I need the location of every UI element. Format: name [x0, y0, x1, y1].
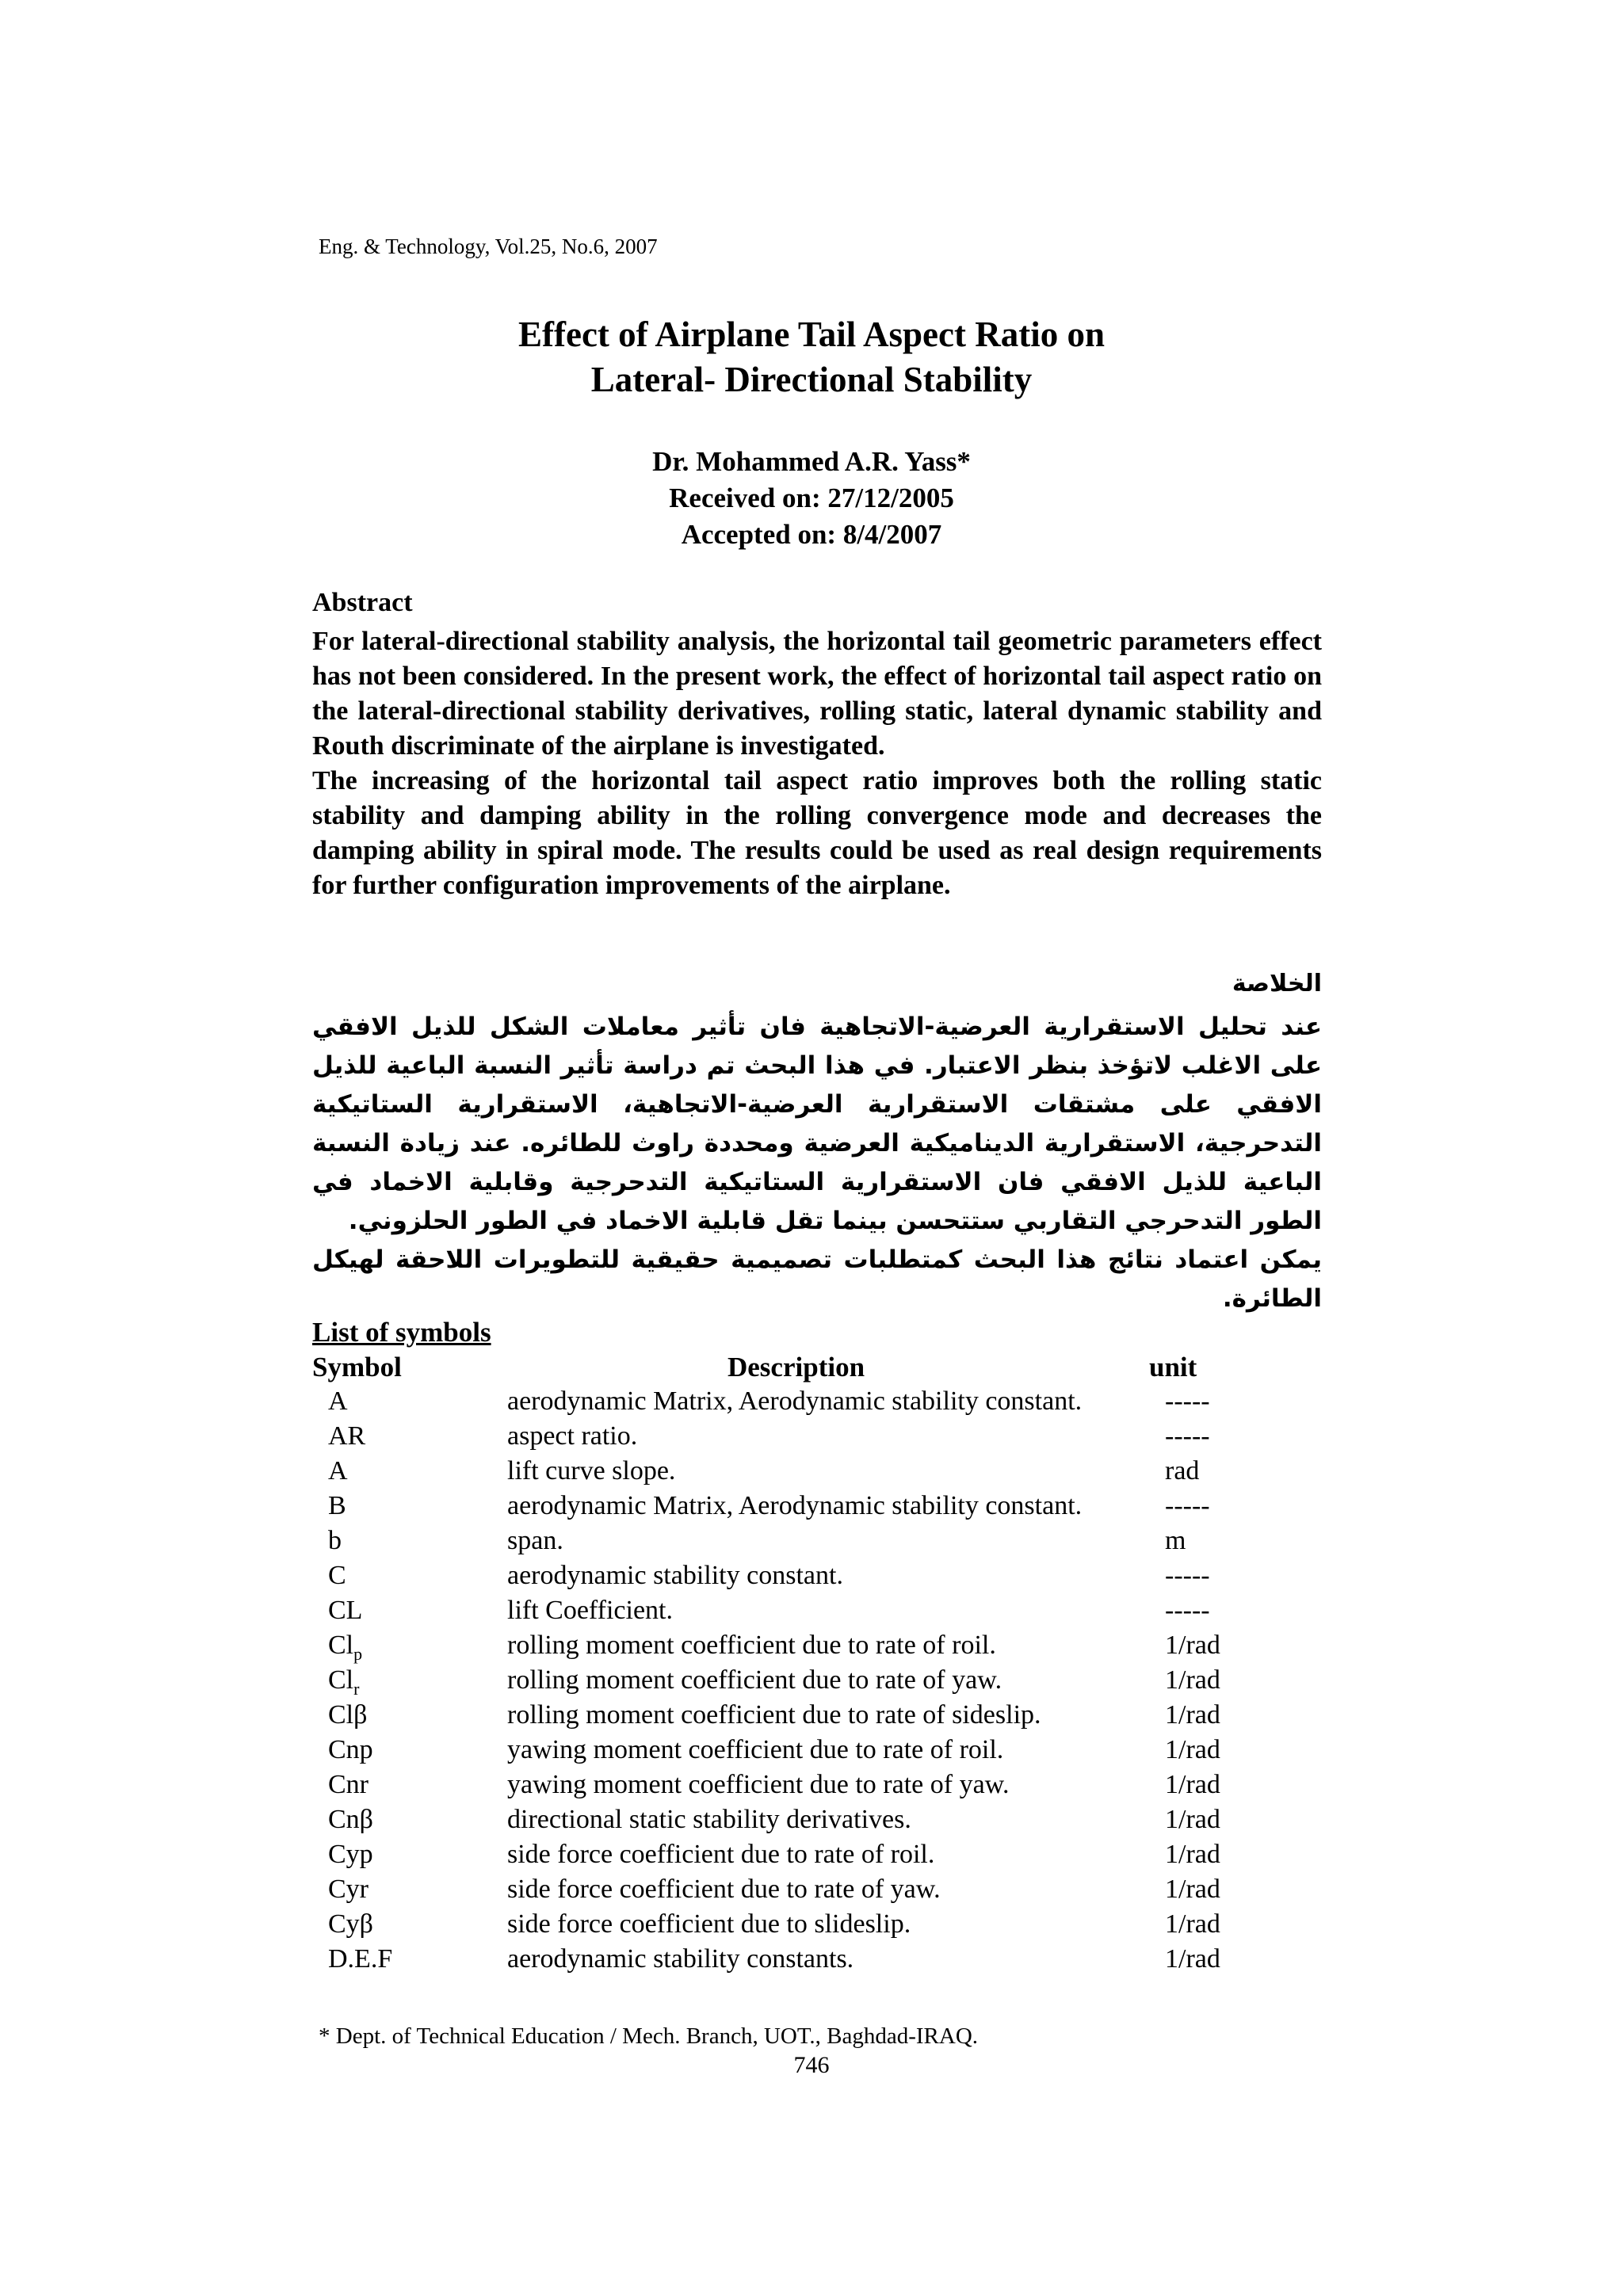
author-name: Dr. Mohammed A.R. Yass* [652, 446, 971, 477]
symbol-cell [328, 1840, 373, 1870]
symbols-heading: List of symbols [312, 1317, 491, 1348]
description-cell: rolling moment coefficient due to rate of yaw. [507, 1665, 1002, 1695]
unit-cell: 1/rad [1165, 1805, 1220, 1834]
page-number: 746 [793, 2052, 830, 2078]
column-header-description: Description [727, 1352, 865, 1383]
description-cell: aerodynamic Matrix, Aerodynamic stability constant. [507, 1386, 1083, 1416]
arabic-abstract-body [312, 1008, 1322, 1318]
symbol-row [0, 1526, 1623, 1561]
unit-cell: 1/rad [1165, 1665, 1220, 1695]
symbol-cell [328, 1630, 362, 1665]
symbol-text: Cyβ [328, 1909, 373, 1939]
symbol-cell [328, 1735, 373, 1765]
symbol-row [0, 1491, 1623, 1526]
symbol-cell [328, 1909, 373, 1939]
symbol-row [0, 1944, 1623, 1979]
symbol-text: Cyp [328, 1840, 373, 1869]
unit-cell: 1/rad [1165, 1875, 1220, 1904]
description-cell: aspect ratio. [507, 1421, 638, 1451]
symbol-row [0, 1386, 1623, 1421]
symbol-cell [328, 1700, 367, 1730]
unit-cell: ----- [1165, 1421, 1210, 1451]
description-cell: aerodynamic stability constants. [507, 1944, 854, 1974]
symbol-cell [328, 1456, 348, 1486]
symbol-text: Cl [328, 1665, 354, 1695]
symbol-subscript: p [353, 1643, 363, 1664]
accepted-date: Accepted on: 8/4/2007 [681, 519, 942, 550]
symbol-text: Cnp [328, 1735, 373, 1764]
symbol-subscript: r [353, 1678, 360, 1699]
description-cell: lift Coefficient. [507, 1596, 673, 1625]
symbol-row [0, 1840, 1623, 1875]
unit-cell: ----- [1165, 1561, 1210, 1590]
title-line-2: Lateral- Directional Stability [590, 360, 1033, 399]
abstract-paragraph-2: The increasing of the horizontal tail aspect ratio improves both the rolling static stability and damping ability in the rolling convergence mode and decreases the damping ability in spiral mode. The results could be used as real design requirements for further configuration improvements of the airplane. [312, 766, 1322, 900]
symbol-row [0, 1665, 1623, 1700]
running-head: Eng. & Technology, Vol.25, No.6, 2007 [319, 235, 658, 258]
author-block [0, 444, 1623, 553]
symbol-cell [328, 1875, 369, 1905]
description-cell: directional static stability derivatives. [507, 1805, 911, 1834]
symbol-text: A [328, 1456, 348, 1486]
symbol-cell [328, 1770, 369, 1800]
unit-cell: 1/rad [1165, 1944, 1220, 1974]
description-cell: aerodynamic stability constant. [507, 1561, 843, 1590]
symbol-text: b [328, 1526, 342, 1555]
symbol-row [0, 1735, 1623, 1770]
symbol-row [0, 1561, 1623, 1596]
symbol-text: Cnr [328, 1770, 369, 1799]
unit-cell: ----- [1165, 1596, 1210, 1625]
symbol-row [0, 1421, 1623, 1456]
symbol-cell [328, 1386, 348, 1417]
description-cell: yawing moment coefficient due to rate of roil. [507, 1735, 1004, 1764]
description-cell: rolling moment coefficient due to rate of roil. [507, 1630, 996, 1660]
symbol-cell [328, 1561, 346, 1591]
description-cell: rolling moment coefficient due to rate of sideslip. [507, 1700, 1041, 1730]
affiliation-footnote: * Dept. of Technical Education / Mech. Branch, UOT., Baghdad-IRAQ. [319, 2023, 979, 2049]
symbol-row [0, 1700, 1623, 1735]
unit-cell: 1/rad [1165, 1700, 1220, 1730]
arabic-paragraph-1: عند تحليل الاستقرارية العرضية-الاتجاهية فان تأثير معاملات الشكل للذيل الافقي على الاغلب لاتؤخذ بنظر الاعتبار. في هذا البحث تم دراسة تأثير النسبة الباعية للذيل الافقي على مشتقات الاستقرارية العرضية-الاتجاهية، الاستقرارية الستاتيكية التدحرجية، الاستقرارية الديناميكية العرضية ومحددة راوث للطائره. عند زيادة النسبة الباعية للذيل الافقي فان الاستقرارية الستاتيكية التدحرجية وقابلية الاخماد في الطور التدحرجي التقاربي ستتحسن بينما تقل قابلية الاخماد في الطور الحلزوني. [312, 1013, 1322, 1235]
description-cell: yawing moment coefficient due to rate of yaw. [507, 1770, 1010, 1799]
description-cell: side force coefficient due to slideslip. [507, 1909, 911, 1939]
unit-cell: 1/rad [1165, 1770, 1220, 1799]
title-line-1: Effect of Airplane Tail Aspect Ratio on [518, 315, 1105, 354]
column-header-symbol: Symbol [312, 1352, 402, 1383]
arabic-paragraph-2: يمكن اعتماد نتائج هذا البحث كمتطلبات تصميمية حقيقية للتطويرات اللاحقة لهيكل الطائرة. [312, 1245, 1322, 1313]
description-cell: lift curve slope. [507, 1456, 676, 1486]
symbol-cell [328, 1944, 392, 1974]
symbol-row [0, 1456, 1623, 1491]
column-header-unit: unit [1149, 1352, 1197, 1383]
symbol-row [0, 1770, 1623, 1805]
unit-cell: 1/rad [1165, 1630, 1220, 1660]
symbol-text: A [328, 1386, 348, 1416]
symbol-cell [328, 1421, 365, 1451]
symbol-row [0, 1909, 1623, 1944]
unit-cell: rad [1165, 1456, 1200, 1486]
abstract-heading: Abstract [312, 588, 413, 617]
symbol-text: B [328, 1491, 346, 1520]
description-cell: aerodynamic Matrix, Aerodynamic stability constant. [507, 1491, 1083, 1520]
unit-cell: 1/rad [1165, 1840, 1220, 1869]
symbol-cell [328, 1526, 342, 1556]
symbol-text: Clβ [328, 1700, 368, 1730]
description-cell: span. [507, 1526, 563, 1555]
unit-cell: m [1165, 1526, 1186, 1555]
symbol-row [0, 1875, 1623, 1909]
symbol-text: Cl [328, 1630, 354, 1660]
unit-cell: 1/rad [1165, 1735, 1220, 1764]
received-date: Received on: 27/12/2005 [669, 482, 954, 513]
unit-cell: ----- [1165, 1386, 1210, 1416]
symbol-cell [328, 1805, 373, 1835]
abstract-body [312, 624, 1322, 903]
symbol-text: C [328, 1561, 346, 1590]
symbol-text: D.E.F [328, 1944, 393, 1974]
arabic-abstract-heading: الخلاصة [1232, 970, 1322, 997]
symbol-row [0, 1596, 1623, 1630]
symbol-text: CL [328, 1596, 363, 1625]
symbol-cell [328, 1665, 359, 1699]
symbol-text: Cnβ [328, 1805, 373, 1834]
unit-cell: 1/rad [1165, 1909, 1220, 1939]
symbol-row [0, 1630, 1623, 1665]
abstract-paragraph-1: For lateral-directional stability analysis, the horizontal tail geometric parameters effect has not been considered. In the present work, the effect of horizontal tail aspect ratio on the lateral-directional stability derivatives, rolling static, lateral dynamic stability and Routh discriminate of the airplane is investigated. [312, 627, 1322, 761]
description-cell: side force coefficient due to rate of yaw. [507, 1875, 941, 1904]
symbol-cell [328, 1596, 362, 1626]
unit-cell: ----- [1165, 1491, 1210, 1520]
symbol-text: Cyr [328, 1875, 369, 1904]
description-cell: side force coefficient due to rate of roil. [507, 1840, 935, 1869]
paper-title [0, 312, 1623, 402]
symbol-cell [328, 1491, 346, 1521]
symbol-text: AR [328, 1421, 366, 1451]
symbol-row [0, 1805, 1623, 1840]
